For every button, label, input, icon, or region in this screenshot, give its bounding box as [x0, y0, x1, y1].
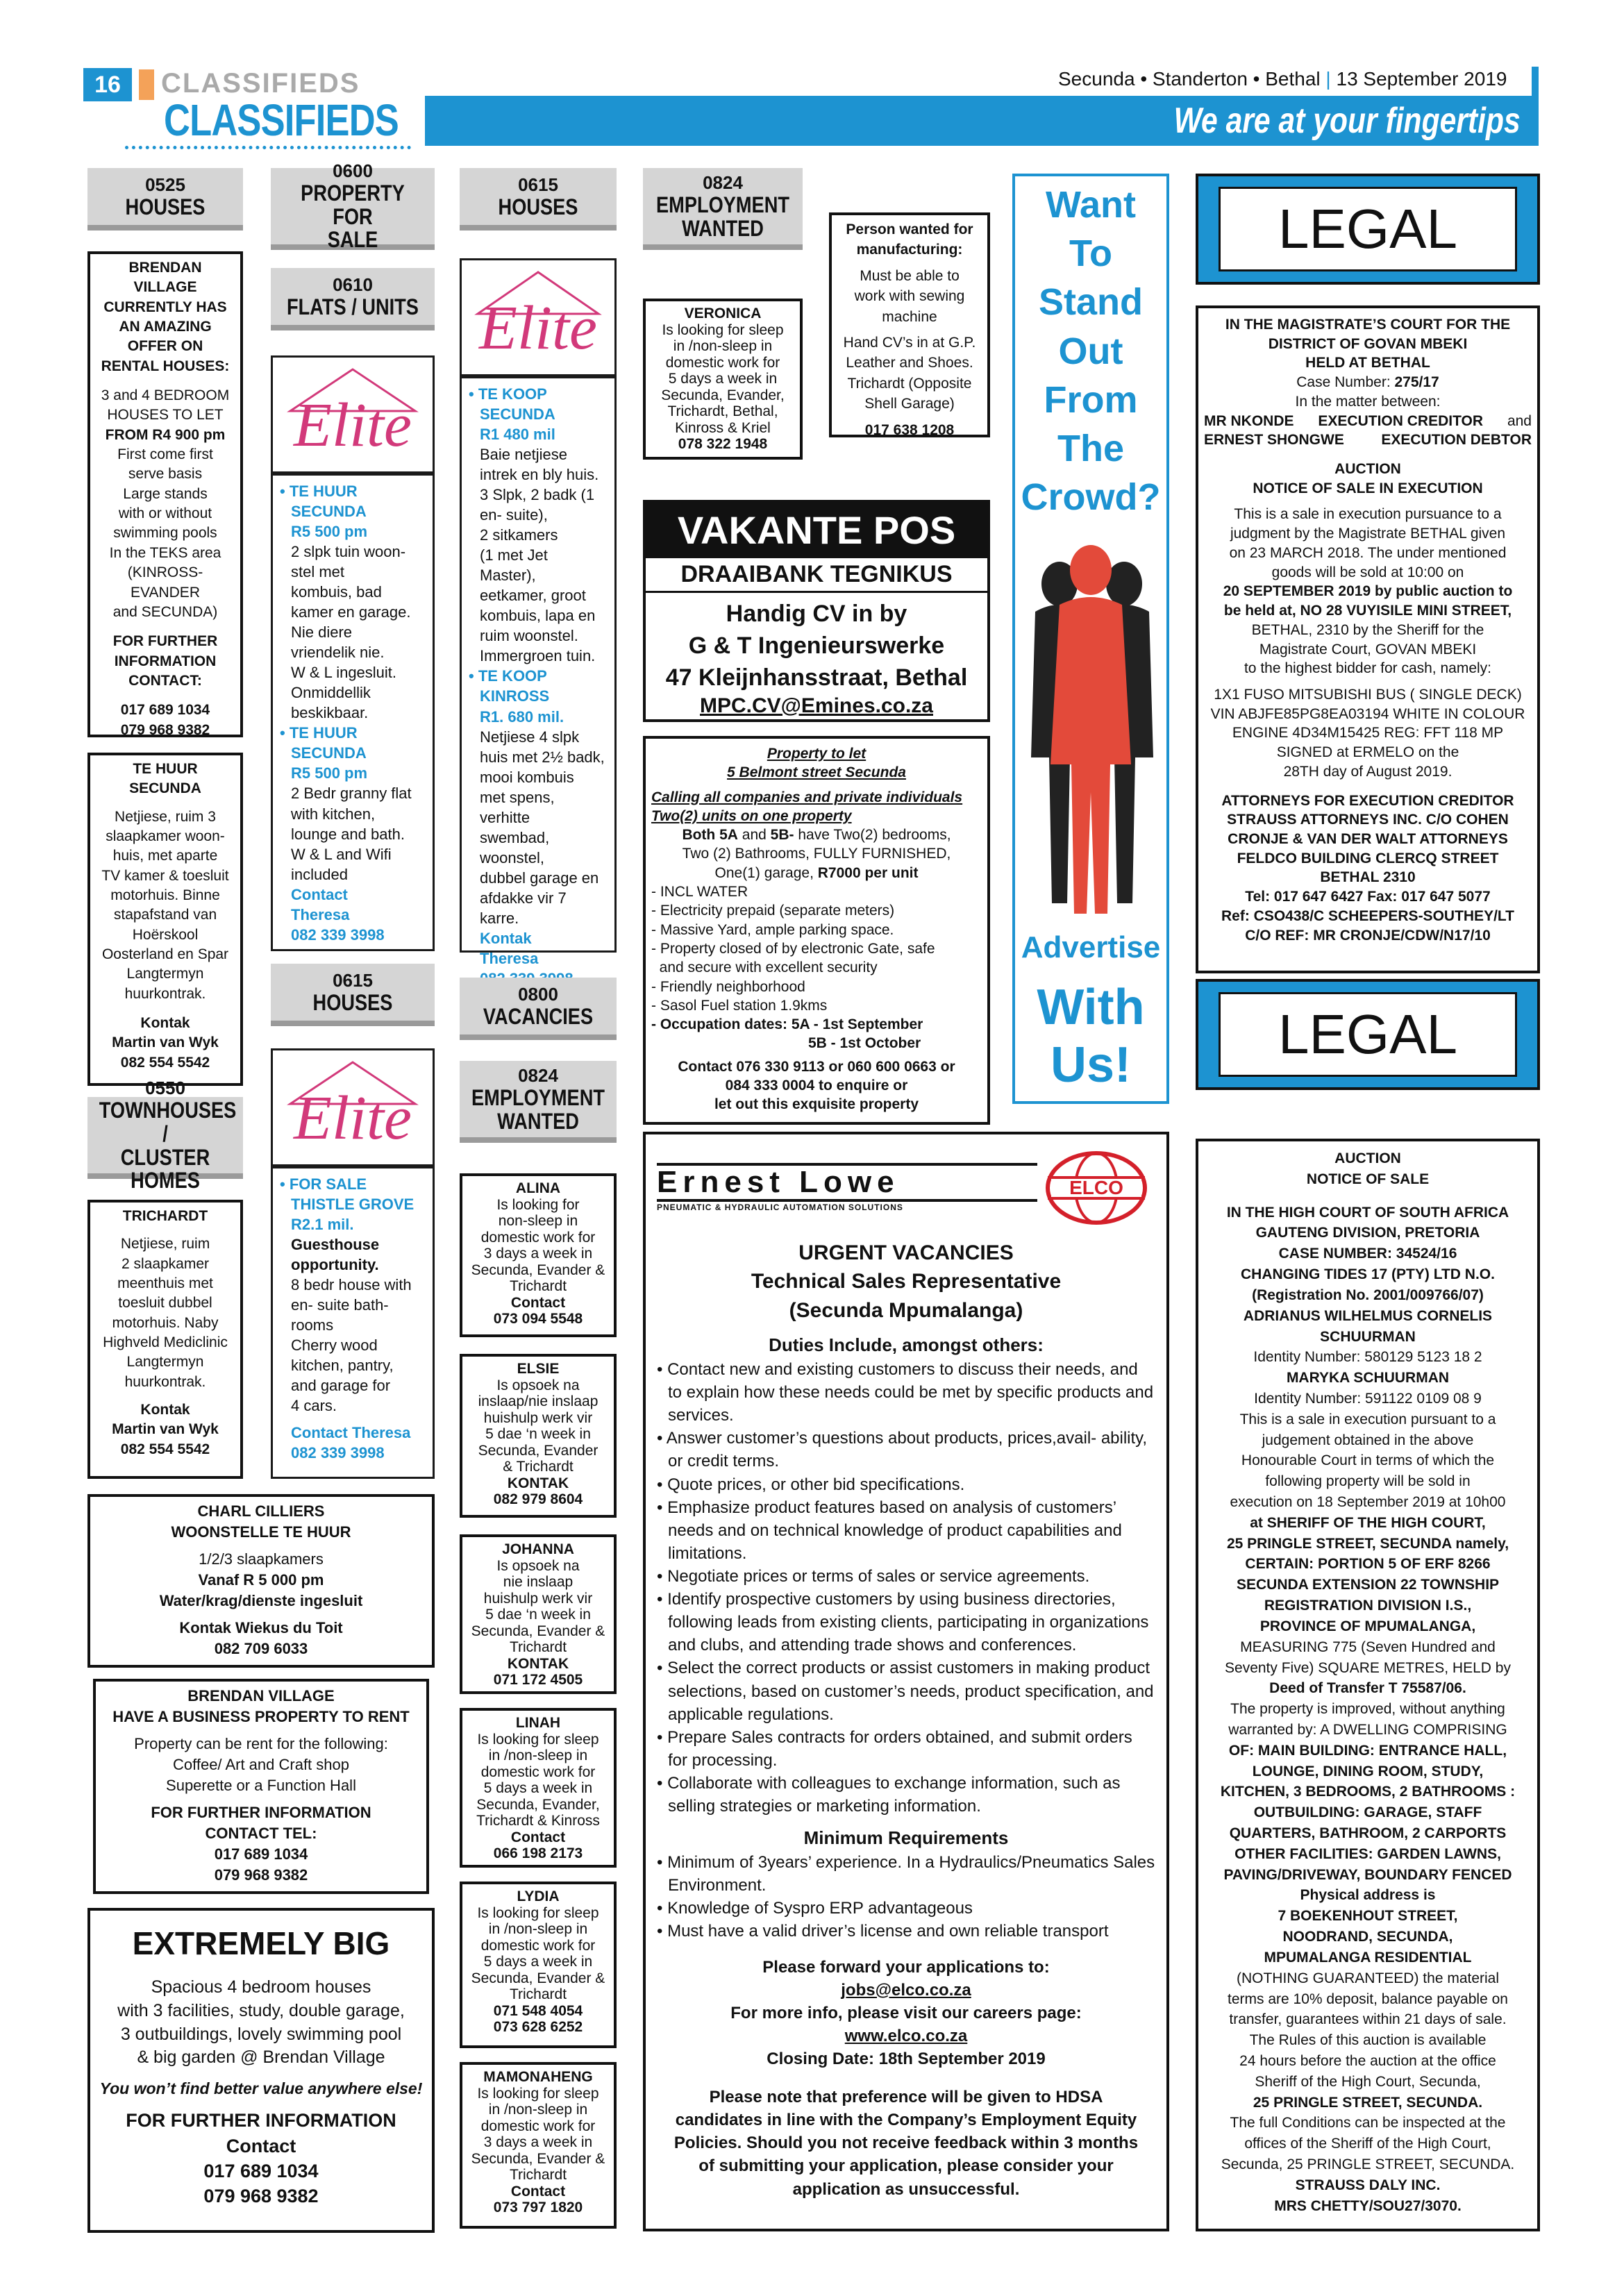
ad-line: domestic work for [480, 2118, 596, 2134]
contact-label: KONTAK [507, 1655, 569, 1672]
legal-line: The property is improved, without anything [1230, 1701, 1505, 1718]
legal-line: SECUNDA EXTENSION 22 TOWNSHIP [1236, 1577, 1500, 1593]
legal-line: MRS CHETTY/SOU27/3070. [1274, 2197, 1462, 2214]
ad-line: Kinross & Kriel [675, 419, 771, 436]
worker-name: LINAH [515, 1715, 561, 1731]
ad-line: 3 days a week in [483, 2134, 593, 2151]
contact-label: KONTAK [507, 1475, 569, 1491]
ad-line: Is opsoek na [496, 1557, 580, 1574]
dateline-bar [1532, 67, 1539, 97]
slogan: We are at your fingertips [1173, 101, 1521, 141]
ad-line: 5 days a week in [483, 1954, 593, 1970]
requirement-item: • Knowledge of Syspro ERP advantageous [657, 1899, 973, 1918]
legal-line: offices of the Sheriff of the High Court, [1244, 2136, 1491, 2152]
elite-logo-icon [276, 362, 429, 467]
ad-line: Trichardt [509, 1639, 567, 1656]
ad-line: Trichardt, Bethal, [667, 403, 778, 420]
contact-label: Contact [510, 2183, 566, 2199]
legal-line: OF: MAIN BUILDING: ENTRANCE HALL, [1228, 1742, 1507, 1759]
ad-elite-te-koop: • TE KOOP SECUNDA R1 480 mil Baie netjiese intrek en bly huis. 3 Slpk, 2 badk (1 en- suite), 2 sitkamers (1 met Jet Master), eetkamer, groot kombuis, lapa en ruim woonstel. Immergroen tuin. • TE KOOP KINROSS R1. 680 mil. Netjiese 4 slpk huis met 2½ badk, mooi kombuis met spens, verhitte swembad, woonstel, dubbel garage en afdakke vir 7 karre. Kontak Theresa [460, 376, 617, 953]
legal-line: Sheriff of the High Court, Secunda, [1255, 2073, 1481, 2090]
ad-line: non-sleep in [498, 1213, 578, 1230]
ad-line: domestic work for [480, 1229, 596, 1246]
legal-line: (NOTHING GUARANTEED) the material [1236, 1970, 1500, 1986]
legal-line: AUCTION [1334, 1150, 1401, 1166]
ad-line: domestic work for [480, 1763, 596, 1780]
legal-line: PAVING/DRIVEWAY, BOUNDARY FENCED [1223, 1866, 1512, 1883]
legal-line: Identity Number: 591122 0109 08 9 [1254, 1390, 1482, 1407]
ad-vakante-pos: VAKANTE POS DRAAIBANK TEGNIKUS Handig CV in by G & T Ingenieurswerke 47 Kleijnhansstraat, Bethal MPC.CV@Emines.co.za [643, 500, 990, 722]
elite-logo-2 [271, 1048, 435, 1166]
ad-line: 5 dae ‘n week in [485, 1426, 591, 1443]
legal-line: REGISTRATION DIVISION I.S., [1264, 1598, 1472, 1614]
dotted-rule [125, 146, 411, 149]
duty-item: • Select the correct products or assist customers in making product selections, based on customer’s needs, product specification, and applicable regulations. [657, 1659, 1154, 1724]
elite-logo [271, 355, 435, 474]
ad-brendan-village-rental: BRENDAN VILLAGE CURRENTLY HAS AN AMAZING OFFER ON RENTAL HOUSES: 3 and 4 BEDROOM HOUSES TO LET FROM R4 900 pm First come first serve basis Large stands with or without swimming pools In the TEKS area (KINROSS-EVANDER and SECUNDA) FOR FURTHER INFORMATION CONTACT: 017 689 1034 079 968 9382 [87, 251, 243, 737]
legal-line: CERTAIN: PORTION 5 OF ERF 8266 [1245, 1556, 1491, 1573]
ad-line: Secunda, Evander [478, 1442, 598, 1459]
legal-line: OTHER FACILITIES: GARDEN LAWNS, [1234, 1845, 1501, 1862]
requirements-list [657, 1851, 1155, 1943]
contact-label: Contact [510, 1829, 566, 1845]
dateline: Secunda • Standerton • Bethal | 13 September 2019 [1058, 68, 1507, 90]
duty-item: • Answer customer’s questions about products, prices,avail- ability, or credit terms. [657, 1429, 1148, 1471]
section-marker [139, 69, 154, 100]
legal-line: judgement obtained in the above [1262, 1432, 1474, 1448]
legal-line: 24 hours before the auction at the office [1239, 2052, 1496, 2069]
legal-header: LEGAL [1196, 174, 1540, 285]
legal-line: terms are 10% deposit, balance payable on [1228, 1991, 1508, 2007]
phone: 066 198 2173 [493, 1845, 583, 1862]
legal-line: ADRIANUS WILHELMUS CORNELIS [1243, 1307, 1493, 1324]
ad-line: Is opsoek na [496, 1377, 580, 1393]
legal-header-2: LEGAL [1196, 979, 1540, 1090]
ad-line: Trichardt [509, 1986, 567, 2003]
requirement-item: • Minimum of 3years’ experience. In a Hydraulics/Pneumatics Sales Environment. [657, 1853, 1155, 1895]
ad-person-wanted: Person wanted for manufacturing: Must be able to work with sewing machine Hand CV’s in at G.P. Leather and Shoes. Trichardt (Opposite Shell Garage) 017 638 1208 [829, 212, 990, 437]
duty-item: • Contact new and existing customers to discuss their needs, and to explain how these needs could be met by specific products and services. [657, 1360, 1154, 1425]
legal-line: SCHUURMAN [1320, 1328, 1416, 1345]
ad-line: in /non-sleep in [488, 1748, 588, 1764]
issue-date: 13 September 2019 [1336, 68, 1507, 90]
ad-veronica: VERONICA Is looking for sleep in /non-sleep in domestic work for 5 days a week in Secunda, Evander, Trichardt, Bethal, Kinross & Kriel 078 322 1948 [643, 299, 803, 460]
duty-item: • Prepare Sales contracts for orders obtained, and submit orders for processing. [657, 1727, 1132, 1770]
legal-line: The Rules of this auction is available [1249, 2032, 1487, 2049]
ad-line: & Trichardt [503, 1459, 574, 1475]
legal-line: transfer, guarantees within 21 days of sale. [1229, 2011, 1507, 2028]
legal-line: 25 PRINGLE STREET, SECUNDA namely, [1226, 1535, 1509, 1552]
ad-employment-wanted-alina [460, 1173, 617, 1337]
vakante-headline: VAKANTE POS [646, 503, 987, 558]
ad-charl-cilliers: CHARL CILLIERS WOONSTELLE TE HUUR 1/2/3 slaapkamers Vanaf R 5 000 pm Water/krag/dienste ingesluit Kontak Wiekus du Toit 082 709 6033 [87, 1494, 435, 1668]
section-label: CLASSIFIEDS [161, 68, 360, 99]
category-header-houses [87, 168, 243, 231]
ad-line: Secunda, Evander, [476, 1796, 600, 1813]
legal-line: Secunda, 25 PRINGLE STREET, SECUNDA. [1221, 2156, 1515, 2172]
ad-elco-vacancy: Ernest Lowe PNEUMATIC & HYDRAULIC AUTOMATION SOLUTIONS ELCO URGENT VACANCIES Technical Sales Representative (Secunda Mpumalanga) Duties Include, amongst others: • Contact new and existing customers to discuss their needs, and to explain how these needs could be met by specific products and services. • Answer customer’s questions about products, prices,avail- ability, or credit terms. • Quote prices, or other bid specifications. • Emphasize product features based on analysis of customers’ needs and on technical knowledge of product capabilities and limitations. • Negotiate prices or terms of sales or service agreements. • Identify prospective customers by using business directories, following leads from existing clients, participating in organizations and clubs, and attending trade shows and conferences. • Select the correct products or assist customers in making product selections, based on customer’s needs, product specification, and applicable regulations. • Prepare Sales contracts for orders obtained, and submit orders for processing. • Collaborate with colleagues to exchange information, such as selling strategies or marketing information. Minimum Requirements • Minimum of 3years’ experience. In a Hydraulics/Pneumatics Sales Environment. • Knowledge of Syspro ERP advantageous • Must have a valid driver’s license and own reliable transport Please forward your applications to: jobs@elco.co.za For more info, please visit our careers page: www.elco.co.za Closing Date: 18th September 2019 Please note that preference will be given to HDSA candidates in line with the Company’s Employment Equity Policies. Should you not receive feedback within 3 months of submitting your application, please consider your application as unsuccessful. [643, 1132, 1169, 2231]
legal-line: QUARTERS, BATHROOM, 2 CARPORTS [1229, 1825, 1507, 1841]
legal-line: NOODRAND, SECUNDA, [1282, 1929, 1453, 1945]
ad-line: Trichardt [509, 1278, 567, 1295]
ad-line: in /non-sleep in [488, 2102, 588, 2118]
legal-line: MPUMALANGA RESIDENTIAL [1264, 1949, 1472, 1966]
ad-elite-thistle-grove: • FOR SALE THISTLE GROVE R2.1 mil. Guesthouse opportunity. 8 bedr house with en- suite bath- rooms Cherry wood kitchen, pantry, and garage for 4 cars. Contact Theresa 082 339 3998 [271, 1166, 435, 1479]
ad-extremely-big: EXTREMELY BIG Spacious 4 bedroom houses with 3 facilities, study, double garage, 3 outbuildings, lovely swimming pool & big garden @ Brendan Village You won’t find better value anywhere else! FOR FURTHER INFORMATION Contact 017 689 1034 079 968 9382 [87, 1908, 435, 2233]
legal-line: following property will be sold in [1265, 1473, 1471, 1490]
legal-line: This is a sale in execution pursuant to a [1239, 1411, 1496, 1427]
legal-line: NOTICE OF SALE [1306, 1171, 1430, 1187]
duty-item: • Quote prices, or other bid specifications. [657, 1475, 965, 1494]
requirement-item: • Must have a valid driver’s license and own reliable transport [657, 1922, 1109, 1941]
legal-line: execution on 18 September 2019 at 10h00 [1230, 1494, 1506, 1510]
svg-text:Elite: Elite [479, 294, 597, 362]
ad-line: 5 days a week in [483, 1780, 593, 1797]
legal-line: MEASURING 775 (Seven Hundred and [1240, 1639, 1496, 1655]
legal-line: The full Conditions can be inspected at the [1230, 2115, 1506, 2131]
ad-line: Is looking for sleep [662, 321, 784, 338]
ad-line: Trichardt [509, 2167, 567, 2184]
worker-name: JOHANNA [502, 1541, 574, 1557]
worker-name: LYDIA [517, 1888, 560, 1904]
ad-line: 3 days a week in [483, 1246, 593, 1262]
elco-email-link[interactable]: jobs@elco.co.za [841, 1980, 971, 2000]
towns: Secunda • Standerton • Bethal [1058, 68, 1321, 90]
ad-employment-wanted-linah [460, 1708, 617, 1868]
category-header-houses-3: 0615 HOUSES [460, 168, 617, 231]
legal-notice-high-court [1196, 1139, 1540, 2231]
phone: 073 797 1820 [493, 2199, 583, 2216]
ad-line: huishulp werk vir [483, 1590, 593, 1607]
worker-name: ALINA [515, 1180, 561, 1196]
category-number: 0525 [145, 174, 185, 195]
ad-line: Trichardt & Kinross [476, 1813, 600, 1829]
legal-line: CHANGING TIDES 17 (PTY) LTD N.O. [1241, 1266, 1495, 1283]
ad-property-to-let: Property to let 5 Belmont street Secunda Calling all companies and private individuals Two(2) units on one property Both 5A and 5B- have Two(2) bedrooms, Two (2) Bathrooms, FULLY FURNISHED, One(1) garage, R7000 per unit - INCL WATER - Electricity prepaid (separate meters) - Massive Yard, ample parking space. - Property closed of by electronic Gate, safe and secure with excellent security - Friendly neighborhood - Sasol Fuel station 1.9kms - Occupation dates: 5A - 1st September 5B - 1st October Contact 076 330 9113 or 060 600 0663 or 084 333 0004 to enquire or let out this exquisite property [643, 736, 990, 1125]
phone: 071 172 4505 [493, 1672, 583, 1689]
phone-2: 073 628 6252 [493, 2019, 583, 2036]
duty-item: • Collaborate with colleagues to exchange information, such as selling strategies or marketing information. [657, 1774, 1121, 1816]
ad-line: 5 days a week in [668, 371, 778, 387]
ad-line: Secunda, Evander & [471, 1262, 605, 1278]
slogan-banner [425, 96, 1539, 146]
crowd-figure-icon [1021, 528, 1160, 917]
ad-employment-wanted-lydia [460, 1882, 617, 2048]
ad-te-huur-secunda: TE HUUR SECUNDA Netjiese, ruim 3 slaapkamer woon- huis, met aparte TV kamer & toesluit motorhuis. Binne stapafstand van Hoërskool Oosterland en Spar Langtermyn huurkontrak. Kontak Martin van Wyk 082 554 5542 [87, 753, 243, 1086]
legal-line: OUTBUILDING: GARAGE, STAFF [1253, 1804, 1482, 1821]
svg-text:Elite: Elite [294, 1084, 412, 1153]
duties-list [657, 1358, 1155, 1818]
legal-line: Identity Number: 580129 5123 18 2 [1253, 1349, 1482, 1366]
ad-employment-wanted-mamonaheng [460, 2062, 617, 2229]
ad-trichardt: TRICHARDT Netjiese, ruim 2 slaapkamer meenthuis met toesluit dubbel motorhuis. Naby Highveld Mediclinic Langtermyn huurkontrak. Kontak Martin van Wyk 082 554 5542 [87, 1200, 243, 1479]
ad-line: inslaap/nie inslaap [478, 1393, 598, 1410]
legal-line: Physical address is [1300, 1887, 1436, 1904]
duty-item: • Emphasize product features based on analysis of customers’ needs and on technical knowledge of product capabilities and limitations. [657, 1498, 1122, 1563]
worker-name: ELSIE [517, 1361, 560, 1377]
ad-want-to-stand-out: Want To Stand Out From The Crowd? Advertise With Us! [1012, 174, 1169, 1104]
legal-line: PROVINCE OF MPUMALANGA, [1259, 1618, 1476, 1634]
legal-line: Deed of Transfer T 75587/06. [1269, 1680, 1466, 1697]
ad-line: Secunda, Evander, [661, 387, 785, 403]
legal-line: STRAUSS DALY INC. [1295, 2177, 1441, 2193]
page-number: 16 [83, 68, 132, 101]
legal-line: GAUTENG DIVISION, PRETORIA [1255, 1225, 1480, 1241]
elite-logo-3 [460, 258, 617, 376]
ad-elite-flats: • TE HUUR SECUNDA R5 500 pm 2 slpk tuin woon- stel met kombuis, bad kamer en garage. Nie diere vriendelik nie. W & L ingesluit. Onmiddellik beskikbaar. • TE HUUR SECUNDA R5 500 pm 2 Bedr granny flat with kitchen, lounge and bath. W & L and Wifi included Contact Theresa 082 339 3998 [271, 474, 435, 951]
ad-headline: EXTREMELY BIG [132, 1925, 390, 1961]
legal-line: Honourable Court in terms of which the [1241, 1452, 1495, 1469]
category-header-townhouses: 0550 TOWNHOUSES / CLUSTER HOMES [87, 1097, 243, 1179]
ad-brendan-business: BRENDAN VILLAGE HAVE A BUSINESS PROPERTY TO RENT Property can be rent for the following: Coffee/ Art and Craft shop Superette or a Function Hall FOR FURTHER INFORMATION CONTACT TEL: 017 689 1034 079 968 9382 [93, 1679, 429, 1894]
duty-item: • Identify prospective customers by using business directories, following leads from existing clients, participating in organizations and clubs, and attending trade shows and conferences. [657, 1590, 1149, 1655]
svg-text:ELCO: ELCO [1069, 1177, 1123, 1198]
legal-notice-magistrate: IN THE MAGISTRATE’S COURT FOR THE DISTRICT OF GOVAN MBEKI HELD AT BETHAL Case Number: 275/17 In the matter between: MR NKONDE EXECUTION CREDITOR and ERNEST SHONGWE EXECUTION DEBTOR AUCTION NOTICE OF SALE IN EXECUTION This is a sale in execution pursuance to a judgment by the Magistrate BETHAL given on 23 MARCH 2018. The under mentioned goods will be sold at 10:00 on 20 SEPTEMBER 2019 by public auction to be held at, NO 28 VUYISILE MINI STREET, BETHAL, 2310 by the Sheriff for the Magistrate Court, GOVAN MBEKI to the highest bidder for cash, namely: 1X1 FUSO MITSUBISHI BUS ( SINGLE DECK) VIN ABJFE85PG8EA03194 WHITE IN COLOUR ENGINE 4D34M15425 REG: FFT 118 MP SIGNED at ERMELO on the 28TH day of August 2019. ATTORNEYS FOR EXECUTION CREDITOR STRAUSS ATTORNEYS INC. C/O COHEN CRONJE & VAN DER WALT ATTORNEYS FELDCO BUILDING CLERCQ STREET BETHAL 2310 Tel: 017 647 6427 Fax: 017 647 5077 Ref: CSO438/C SCHEEPERS-SOUTHEY/LT C/O REF: MR CRONJE/CDW/N17/10 [1196, 305, 1540, 973]
vakante-email-link[interactable]: MPC.CV@Emines.co.za [699, 694, 933, 717]
ad-employment-wanted-elsie [460, 1354, 617, 1518]
elco-globe-icon [1037, 1150, 1155, 1226]
category-header-vacancies: 0800 VACANCIES [460, 978, 617, 1040]
category-header-employment-wanted-2: 0824 EMPLOYMENT WANTED [643, 168, 803, 250]
ad-line: Secunda, Evander & [471, 1623, 605, 1639]
legal-line: warranted by: A DWELLING COMPRISING [1228, 1721, 1507, 1738]
ad-line: Is looking for [496, 1196, 580, 1213]
legal-line: Seventy Five) SQUARE METRES, HELD by [1225, 1659, 1511, 1676]
legal-line: at SHERIFF OF THE HIGH COURT, [1250, 1514, 1486, 1531]
ad-line: Is looking for sleep [477, 2085, 599, 2102]
ad-line: Is looking for sleep [477, 1731, 599, 1748]
ad-line: huishulp werk vir [483, 1409, 593, 1426]
worker-name: MAMONAHENG [483, 2069, 593, 2085]
phone: 071 548 4054 [493, 2002, 583, 2019]
category-title: HOUSES [125, 194, 206, 219]
ad-line: in /non-sleep in [488, 1921, 588, 1938]
category-header-houses-2: 0615 HOUSES [271, 964, 435, 1026]
category-header-employment-wanted: 0824 EMPLOYMENT WANTED [460, 1061, 617, 1143]
elite-logo-icon [465, 265, 611, 369]
ad-line: Secunda, Evander & [471, 2150, 605, 2167]
ad-line: 5 dae ‘n week in [485, 1607, 591, 1623]
legal-line: MARYKA SCHUURMAN [1286, 1370, 1450, 1386]
duty-item: • Negotiate prices or terms of sales or service agreements. [657, 1567, 1090, 1586]
legal-line: KITCHEN, 3 BEDROOMS, 2 BATHROOMS : [1220, 1784, 1516, 1800]
ernest-lowe-logo: Ernest Lowe PNEUMATIC & HYDRAULIC AUTOMATION SOLUTIONS [657, 1163, 1037, 1214]
section-title: CLASSIFIEDS [164, 95, 399, 145]
phone: 073 094 5548 [493, 1311, 583, 1327]
contact-label: Contact [510, 1294, 566, 1311]
ad-line: domestic work for [665, 354, 780, 371]
legal-line [1204, 1190, 1532, 1203]
legal-line: IN THE HIGH COURT OF SOUTH AFRICA [1226, 1204, 1509, 1221]
legal-line: CASE NUMBER: 34524/16 [1278, 1246, 1457, 1262]
svg-text:Elite: Elite [294, 391, 412, 460]
category-header-property-for-sale: 0600 PROPERTY FOR SALE [271, 168, 435, 250]
ad-line: Is looking for sleep [477, 1904, 599, 1921]
elco-logos [657, 1150, 1155, 1226]
ad-line: nie inslaap [503, 1574, 574, 1591]
legal-line: LOUNGE, DINING ROOM, STUDY, [1252, 1763, 1484, 1779]
ad-line: Secunda, Evander & [471, 1970, 605, 1986]
legal-line: 25 PRINGLE STREET, SECUNDA. [1253, 2094, 1483, 2111]
elite-logo-icon [276, 1055, 429, 1159]
category-header-flats: 0610 FLATS / UNITS [271, 268, 435, 330]
elco-careers-link[interactable]: www.elco.co.za [844, 2026, 968, 2045]
ad-line: in /non-sleep in [673, 338, 773, 355]
ad-employment-wanted-johanna [460, 1534, 617, 1694]
phone: 082 979 8604 [493, 1491, 583, 1508]
legal-line: 7 BOEKENHOUT STREET, [1278, 1908, 1458, 1925]
legal-line: (Registration No. 2001/009766/07) [1252, 1287, 1484, 1303]
ad-line: domestic work for [480, 1937, 596, 1954]
